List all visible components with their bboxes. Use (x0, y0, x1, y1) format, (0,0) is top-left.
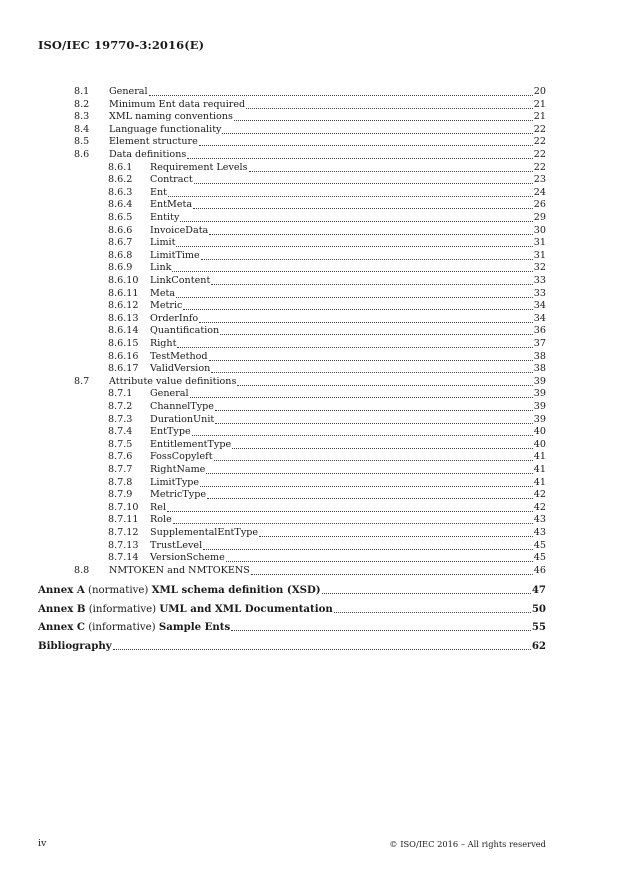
toc-entry-page: 46 (533, 564, 546, 576)
dot-leader (209, 234, 533, 235)
toc-entry-number: 8.6.3 (108, 186, 133, 198)
toc-entry-title: EntMeta (150, 199, 193, 211)
toc-entry-8-7-11[interactable] (108, 514, 546, 527)
annex-kind: (informative) (88, 603, 157, 615)
toc-entry-page: 32 (533, 262, 546, 274)
annex-kind: (normative) (87, 585, 149, 596)
dot-leader (259, 536, 533, 537)
toc-entry-page: 62 (531, 639, 546, 652)
toc-entry-page: 26 (533, 199, 546, 211)
dot-leader (206, 473, 532, 474)
dot-leader (192, 435, 533, 436)
dot-leader (334, 612, 531, 613)
dot-leader (251, 574, 533, 575)
toc-entry-page: 45 (533, 539, 546, 551)
toc-entry-number: 8.6 (74, 149, 90, 160)
toc-entry-8-6-11[interactable] (108, 288, 546, 301)
toc-entry-8-6-3[interactable] (108, 187, 546, 200)
toc-entry-page: 23 (533, 174, 546, 186)
toc-entry-page: 50 (531, 602, 546, 615)
dot-leader (183, 309, 532, 310)
toc-entry-number: 8.7.12 (108, 527, 139, 538)
toc-entry-page: 38 (533, 363, 546, 375)
toc-entry-title: Contract (150, 174, 193, 186)
dot-leader (211, 372, 532, 373)
toc-entry-8-7-9[interactable] (108, 489, 546, 502)
toc-entry-8-7-5[interactable] (108, 439, 546, 452)
footer-copyright: © ISO/IEC 2016 – All rights reserved (389, 839, 546, 849)
dot-leader (200, 486, 533, 487)
toc-entry-page: 34 (533, 312, 546, 324)
toc-entry-number: 8.6.12 (108, 300, 139, 312)
toc-entry-annex-c[interactable] (38, 621, 546, 634)
toc-entry-title: Language functionality (109, 123, 222, 135)
toc-entry-title: Link (150, 262, 172, 274)
annex-label: Annex B (38, 602, 86, 615)
dot-leader (237, 385, 532, 386)
toc-entry-8-8[interactable] (74, 565, 546, 578)
dot-leader (176, 246, 532, 247)
dot-leader (167, 511, 533, 512)
toc-entry-number: 8.7.3 (108, 413, 133, 425)
toc-entry-title: Right (150, 338, 177, 349)
toc-entry-title (38, 603, 333, 617)
toc-entry-8-6-17[interactable] (108, 363, 546, 376)
toc-entry-number: 8.7.13 (108, 539, 139, 551)
toc-entry-page: 55 (531, 621, 546, 633)
toc-entry-number: 8.6.16 (108, 350, 139, 362)
dot-leader (180, 221, 532, 222)
toc-entry-page: 42 (533, 489, 546, 501)
toc-entry-page: 24 (533, 186, 546, 198)
toc-entry-number: 8.6.8 (108, 249, 133, 261)
toc-entry-page: 30 (533, 224, 546, 236)
dot-leader (168, 196, 533, 197)
toc-entry-8-6-2[interactable] (108, 174, 546, 187)
dot-leader (177, 347, 532, 348)
dot-leader (249, 171, 533, 172)
toc-entry-number: 8.5 (74, 136, 90, 148)
toc-entry-page: 22 (533, 149, 546, 160)
toc-entry-8-6-9[interactable] (108, 262, 546, 275)
toc-entry-page: 41 (533, 451, 546, 463)
toc-entry-8-4[interactable] (74, 124, 546, 137)
dot-leader (113, 649, 531, 650)
toc-entry-8-7-7[interactable] (108, 464, 546, 477)
toc-entry-title: Metric (150, 300, 183, 312)
toc-entry-title: TestMethod (150, 350, 208, 362)
toc-entry-page: 39 (533, 375, 546, 387)
toc-entry-title: LinkContent (150, 275, 211, 286)
toc-entry-page: 42 (533, 501, 546, 513)
toc-entry-page: 22 (533, 123, 546, 135)
toc-entry-page: 41 (533, 476, 546, 488)
toc-entry-number: 8.3 (74, 111, 90, 123)
toc-entry-number: 8.2 (74, 98, 90, 110)
toc-entry-title: LimitTime (150, 249, 200, 261)
toc-entry-number: 8.7.1 (108, 388, 133, 400)
toc-entry-title: General (109, 86, 148, 97)
toc-entry-title: Entity (150, 212, 180, 223)
dot-leader (222, 133, 532, 134)
toc-entry-number: 8.6.6 (108, 224, 133, 236)
toc-entry-number: 8.1 (74, 86, 90, 97)
toc-entry-page: 29 (533, 212, 546, 223)
toc-entry-8-6-10[interactable] (108, 275, 546, 288)
toc-entry-annex-a[interactable] (38, 584, 546, 597)
dot-leader (226, 561, 533, 562)
toc-entry-8-3[interactable] (74, 111, 546, 124)
toc-entry-number: 8.6.13 (108, 312, 139, 324)
toc-entry-8-7-6[interactable] (108, 451, 546, 464)
toc-entry-title: ChannelType (150, 401, 214, 412)
toc-entry-8-7-3[interactable] (108, 414, 546, 427)
toc-entry-title: RightName (150, 464, 206, 475)
toc-entry-page: 33 (533, 275, 546, 286)
toc-entry-8-7-8[interactable] (108, 477, 546, 490)
toc-entry-title: EntType (150, 426, 191, 438)
dot-leader (190, 397, 533, 398)
dot-leader (194, 183, 533, 184)
toc-entry-page: 43 (533, 527, 546, 538)
toc-entry-number: 8.6.1 (108, 161, 133, 173)
toc-entry-number: 8.7 (74, 375, 90, 387)
toc-entry-8-7[interactable] (74, 376, 546, 389)
toc-entry-title: DurationUnit (150, 413, 215, 425)
toc-entry-8-6[interactable] (74, 149, 546, 162)
toc-entry-title (38, 640, 112, 654)
toc-entry-title: Quantification (150, 325, 220, 337)
toc-entry-8-6-14[interactable] (108, 325, 546, 338)
toc-entry-8-5[interactable] (74, 136, 546, 149)
toc-entry-annex-b[interactable] (38, 603, 546, 616)
toc-entry-title (38, 584, 321, 598)
dot-leader (193, 208, 533, 209)
annex-title: Sample Ents (158, 621, 231, 633)
dot-leader (232, 448, 533, 449)
toc-entry-number: 8.6.11 (108, 287, 139, 299)
document-header: ISO/IEC 19770-3:2016(E) (38, 38, 205, 52)
dot-leader (322, 593, 531, 594)
toc-entry-number: 8.6.14 (108, 325, 139, 337)
dot-leader (214, 460, 533, 461)
toc-entry-number: 8.6.15 (108, 338, 139, 349)
toc-entry-8-7-10[interactable] (108, 502, 546, 515)
toc-entry-page: 39 (533, 401, 546, 412)
dot-leader (173, 523, 533, 524)
toc-entry-number: 8.7.5 (108, 438, 133, 450)
toc-entry-title: Attribute value definitions (109, 375, 237, 387)
toc-entry-page: 38 (533, 350, 546, 362)
toc-entry-8-6-6[interactable] (108, 225, 546, 238)
toc-entry-title: Role (150, 514, 172, 526)
toc-entry-8-6-8[interactable] (108, 250, 546, 263)
dot-leader (215, 410, 533, 411)
toc-entry-number: 8.7.10 (108, 501, 139, 513)
toc-entry-title: SupplementalEntType (150, 527, 259, 538)
toc-entry-title: Rel (150, 501, 166, 513)
toc-entry-page: 34 (533, 300, 546, 312)
dot-leader (203, 549, 533, 550)
toc-entry-number: 8.7.9 (108, 489, 133, 501)
toc-entry-page: 22 (533, 136, 546, 148)
toc-entry-page: 36 (533, 325, 546, 337)
toc-entry-page: 45 (533, 552, 546, 564)
toc-entry-title: Ent (150, 186, 168, 198)
dot-leader (201, 259, 533, 260)
toc-entry-number: 8.7.14 (108, 552, 139, 564)
dot-leader (199, 322, 533, 323)
toc-entry-title: Requirement Levels (150, 161, 248, 173)
toc-entry-8-6-1[interactable] (108, 162, 546, 175)
dot-leader (211, 284, 532, 285)
toc-entry-number: 8.7.4 (108, 426, 133, 438)
toc-entry-page: 39 (533, 388, 546, 400)
dot-leader (215, 423, 533, 424)
toc-entry-title: XML naming conventions (109, 111, 233, 123)
toc-entry-8-6-13[interactable] (108, 313, 546, 326)
dot-leader (231, 630, 531, 631)
toc-entry-number: 8.6.5 (108, 212, 133, 223)
toc-entry-page: 43 (533, 514, 546, 526)
toc-entry-number: 8.7.8 (108, 476, 133, 488)
bibliography-title: Bibliography (38, 639, 112, 652)
toc-entry-page: 47 (531, 584, 546, 596)
toc-entry-page: 33 (533, 287, 546, 299)
toc-entry-8-6-15[interactable] (108, 338, 546, 351)
toc-entry-title: ValidVersion (150, 363, 211, 375)
toc-entry-number: 8.7.6 (108, 451, 133, 463)
dot-leader (172, 271, 532, 272)
toc-entry-title (38, 621, 230, 635)
annex-kind: (informative) (88, 622, 156, 633)
dot-leader (234, 120, 533, 121)
toc-entry-page: 41 (533, 464, 546, 475)
toc-entry-page: 20 (533, 86, 546, 97)
toc-entry-number: 8.6.17 (108, 363, 139, 375)
toc-entry-8-6-12[interactable] (108, 300, 546, 313)
toc-entry-title: Minimum Ent data required (109, 98, 246, 110)
dot-leader (199, 145, 533, 146)
toc-entry-number: 8.7.2 (108, 401, 133, 412)
toc-entry-page: 37 (533, 338, 546, 349)
dot-leader (207, 498, 533, 499)
toc-entry-8-6-7[interactable] (108, 237, 546, 250)
toc-entry-page: 31 (533, 237, 546, 249)
dot-leader (176, 297, 533, 298)
toc-entry-number: 8.6.2 (108, 174, 133, 186)
toc-entry-page: 39 (533, 413, 546, 425)
toc-entry-title: TrustLevel (150, 539, 203, 551)
annex-title: XML schema definition (XSD) (151, 584, 321, 596)
toc-entry-8-6-5[interactable] (108, 212, 546, 225)
toc-entry-8-7-2[interactable] (108, 401, 546, 414)
toc-entry-title: Element structure (109, 136, 198, 148)
toc-entry-page: 21 (533, 98, 546, 110)
toc-entry-title: InvoiceData (150, 224, 209, 236)
toc-entry-number: 8.6.9 (108, 262, 133, 274)
toc-entry-8-7-13[interactable] (108, 540, 546, 553)
dot-leader (209, 360, 533, 361)
dot-leader (220, 334, 533, 335)
toc-entry-title: EntitlementType (150, 438, 232, 450)
toc-entry-bibliography[interactable] (38, 640, 546, 653)
toc-entry-title: VersionScheme (150, 552, 225, 564)
annex-title: UML and XML Documentation (159, 602, 333, 615)
toc-entry-number: 8.6.10 (108, 275, 139, 286)
toc-entry-title: Data definitions (109, 149, 187, 160)
toc-entry-number: 8.8 (74, 564, 90, 576)
toc-entry-8-6-4[interactable] (108, 199, 546, 212)
toc-entry-title: LimitType (150, 476, 200, 488)
dot-leader (246, 108, 533, 109)
toc-entry-8-7-14[interactable] (108, 552, 546, 565)
toc-entry-page: 22 (533, 161, 546, 173)
toc-entry-8-6-16[interactable] (108, 351, 546, 364)
toc-entry-8-1[interactable] (74, 86, 546, 99)
dot-leader (187, 158, 532, 159)
toc-entry-number: 8.7.11 (108, 514, 139, 526)
dot-leader (149, 95, 533, 96)
toc-entry-number: 8.7.7 (108, 464, 133, 475)
toc-entry-title: MetricType (150, 489, 207, 501)
toc-entry-title: NMTOKEN and NMTOKENS (109, 564, 250, 576)
toc-entry-title: Limit (150, 237, 176, 249)
toc-entry-number: 8.6.7 (108, 237, 133, 249)
toc-entry-page: 40 (533, 426, 546, 438)
toc-entry-number: 8.4 (74, 123, 90, 135)
toc-entry-page: 40 (533, 438, 546, 450)
toc-entry-title: Meta (150, 287, 176, 299)
toc-entry-title: General (150, 388, 189, 400)
toc-entry-page: 21 (533, 111, 546, 123)
toc-entry-8-2[interactable] (74, 99, 546, 112)
footer-page-number: iv (38, 838, 47, 849)
toc-entry-number: 8.6.4 (108, 199, 133, 211)
toc-entry-title: OrderInfo (150, 312, 199, 324)
toc-entry-page: 31 (533, 249, 546, 261)
toc-entry-8-7-1[interactable] (108, 388, 546, 401)
toc-entry-8-7-12[interactable] (108, 527, 546, 540)
toc-entry-8-7-4[interactable] (108, 426, 546, 439)
annex-label: Annex A (38, 584, 85, 596)
annex-label: Annex C (38, 621, 85, 633)
toc-entry-title: FossCopyleft (150, 451, 213, 463)
